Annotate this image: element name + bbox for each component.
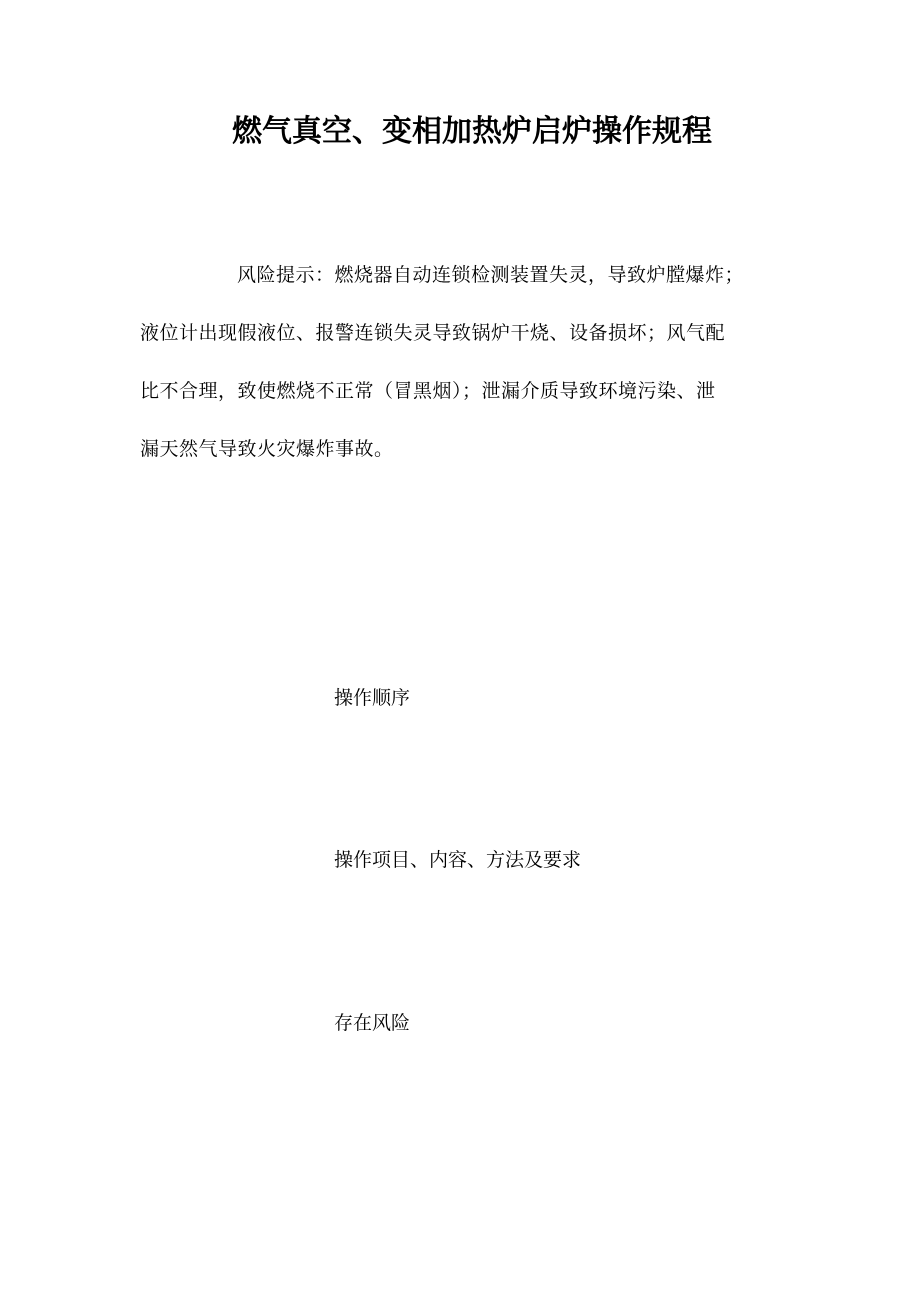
risk-notice-line: 液位计出现假液位、报警连锁失灵导致锅炉干烧、设备损坏；风气配 <box>140 322 726 344</box>
risk-notice-line: 风险提示：燃烧器自动连锁检测装置失灵，导致炉膛爆炸； <box>237 264 745 286</box>
risk-notice <box>140 246 790 478</box>
section-heading-operation-items: 操作项目、内容、方法及要求 <box>334 849 582 871</box>
risk-notice-line: 漏天然气导致火灾爆炸事故。 <box>140 438 394 460</box>
risk-notice-line: 比不合理，致使燃烧不正常（冒黑烟）；泄漏介质导致环境污染、泄 <box>140 380 716 402</box>
section-heading-operation-sequence: 操作顺序 <box>334 687 411 709</box>
document-title: 燃气真空、变相加热炉启炉操作规程 <box>232 114 712 149</box>
section-heading-existing-risks: 存在风险 <box>334 1012 411 1034</box>
